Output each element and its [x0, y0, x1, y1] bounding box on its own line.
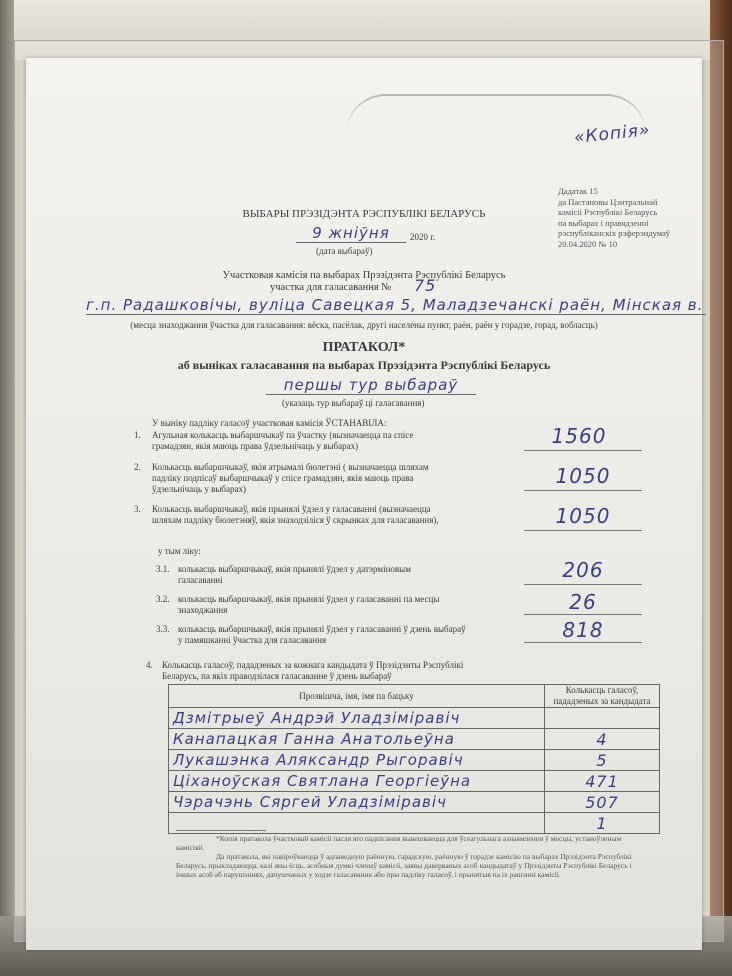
subitem-value: 26	[569, 590, 597, 614]
election-title: ВЫБАРЫ ПРЭЗІДЭНТА РЭСПУБЛІКІ БЕЛАРУСЬ	[242, 208, 486, 220]
subitem-text: колькасць выбаршчыкаў, якія прынялі ўдзел у датэрміновым галасаванні	[178, 564, 411, 585]
item-number: 1.	[134, 430, 141, 440]
candidate-name: Ціханоўская Святлана Георгіеўна	[169, 771, 545, 792]
value-line	[524, 584, 642, 585]
background-left-frame	[0, 0, 14, 976]
item-text: Колькасць выбаршчыкаў, якія атрымалі бюлетэні ( вызначаецца шляхам падліку подпісаў выбаршчыкаў у спісе грамадзян, якія маюць права ўдзельнічаць у выбарах)	[152, 462, 429, 494]
table-row	[169, 750, 660, 771]
candidate-name: Чэрачэнь Сяргей Уладзіміравіч	[169, 792, 545, 813]
candidate-name: Канапацкая Ганна Анатольеўна	[169, 729, 545, 750]
candidate-name: Дзмітрыеў Андрэй Уладзіміравіч	[169, 708, 545, 729]
item-number: 4.	[146, 660, 153, 670]
item-text: Колькасць галасоў, пададзеных за кожнага кандыдата ў Прэзідэнты Рэспублікі Беларусь, па якіх праводзілася галасаванне ў дзень выбараў	[162, 660, 464, 681]
item-value: 1050	[555, 504, 611, 528]
footnote-attachments: Да пратакола, які накіроўваецца ў адпаведную раённую, гарадскую, раённую ў горадзе камісію па выбарах Прэзідэнта Рэспублікі Беларусь, прыкладаюцца, калі яны ёсць, асобныя думкі членаў камісіі, заявы даверваных асоб кандыдатаў у Прэзідэнты Рэспублікі Беларусь і іншых асоб аб парушэннях, дапушчаных у ходзе галасавання або пры падліку галасоў, і прынятыя па іх рашэнні камісіі.	[176, 852, 632, 879]
candidate-votes: 5	[545, 750, 660, 771]
precinct-label: участка для галасавання №	[270, 282, 392, 293]
table-row	[169, 771, 660, 792]
candidate-votes: 471	[545, 771, 660, 792]
subheading: у тым ліку:	[158, 546, 201, 556]
footnote-copy: *Копія пратакола ўчастковай камісіі пасля яго падпісання вывешваецца для ўсеагульнага азнаямлення ў месцы, устаноўленым камісіяй.	[176, 834, 622, 852]
candidate-votes: 1	[545, 813, 660, 834]
annex-line: 20.04.2020 № 10	[558, 238, 618, 249]
subitem-number: 3.1.	[156, 564, 170, 574]
subitem-text: колькасць выбаршчыкаў, якія прынялі ўдзел у галасаванні па месцы знаходжання	[178, 594, 440, 615]
item-text: Колькасць выбаршчыкаў, якія прынялі ўдзел у галасаванні (вызначаецца шляхам падліку бюлетэняў, якія знаходзіліся ў скрынках для галасавання),	[152, 504, 439, 525]
protocol-sheet	[26, 58, 702, 950]
item-text: Агульная колькасць выбаршчыкаў па ўчастку (вызначаецца па спісе грамадзян, якія маюць права ўдзельнічаць у выбарах)	[152, 430, 414, 451]
subitem-value: 818	[562, 618, 604, 642]
date-handwritten: 9 жніўня	[296, 224, 406, 243]
location-handwritten: г.п. Радашковічы, вуліца Савецкая 5, Маладзечанскі раён, Мінская в.	[86, 296, 706, 315]
candidate-name: Лукашэнка Аляксандр Рыгоравіч	[169, 750, 545, 771]
subitem-text: колькасць выбаршчыкаў, якія прынялі ўдзел у галасаванні ў дзень выбараў у памяшканні ўчастка для галасавання	[178, 624, 466, 645]
commission-title: Участковая камісія па выбарах Прэзідэнта Рэспублікі Беларусь	[222, 270, 506, 281]
value-line	[524, 642, 642, 643]
column-header-votes: Колькасць галасоў, пададзеных за кандыдата	[545, 685, 660, 708]
table-row	[169, 729, 660, 750]
value-line	[524, 490, 642, 491]
subitem-value: 206	[562, 558, 604, 582]
item-value: 1050	[555, 464, 611, 488]
date-caption: (дата выбараў)	[316, 246, 373, 256]
intro-text: У выніку падліку галасоў участковая камісія ЎСТАНАВІЛА:	[152, 418, 387, 428]
table-header-row	[169, 685, 660, 708]
footnotes	[176, 834, 636, 879]
item-number: 2.	[134, 462, 141, 472]
candidate-votes: 507	[545, 792, 660, 813]
protocol-subtitle: аб выніках галасавання па выбарах Прэзідэнта Рэспублікі Беларусь	[177, 358, 551, 372]
precinct-number: 75	[414, 276, 437, 295]
candidate-votes	[545, 708, 660, 729]
item-number: 3.	[134, 504, 141, 514]
round-caption: (указаць тур выбараў ці галасавання)	[282, 398, 425, 408]
annex-line: Дадатак 15	[558, 186, 598, 196]
location-caption: (месца знаходжання ўчастка для галасавання: вёска, пасёлак, другі населены пункт, раён, раён у горадзе, горад, вобласць)	[130, 320, 598, 330]
value-line	[524, 530, 642, 531]
round-handwritten: першы тур выбараў	[266, 376, 476, 395]
protocol-title: ПРАТАКОЛ*	[322, 340, 406, 355]
value-line	[524, 614, 642, 615]
table-row	[169, 708, 660, 729]
copy-handwritten-mark: «Копія»	[573, 120, 652, 148]
annex-line: рэспубліканскіх рэферэндумаў	[558, 228, 671, 238]
table-row	[169, 792, 660, 813]
candidate-votes: 4	[545, 729, 660, 750]
annex-line: камісіі Рэспублікі Беларусь	[558, 207, 658, 217]
candidates-table	[168, 684, 660, 834]
item-value: 1560	[551, 424, 607, 448]
subitem-number: 3.2.	[156, 594, 170, 604]
annex-line: да Пастановы Цэнтральнай	[558, 196, 658, 207]
date-year: 2020 г.	[410, 232, 436, 242]
column-header-name: Прозвішча, імя, імя па бацьку	[169, 685, 545, 708]
annex-line: па выбарах і правядзенні	[558, 217, 649, 228]
subitem-number: 3.3.	[156, 624, 170, 634]
footnote-divider	[176, 830, 266, 831]
value-line	[524, 450, 642, 451]
